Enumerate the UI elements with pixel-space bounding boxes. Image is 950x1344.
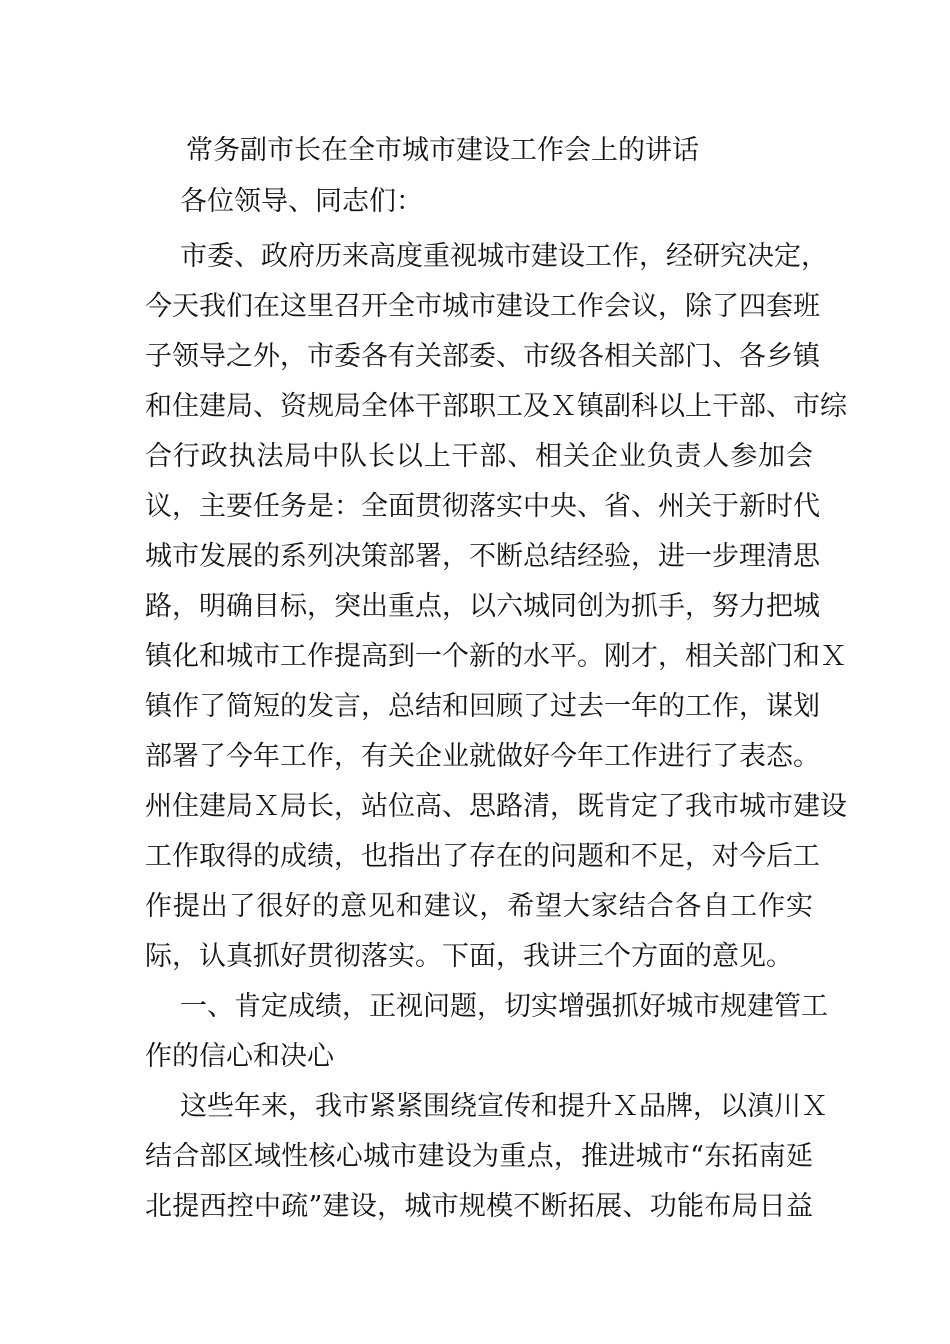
text-line: 镇化和城市工作提高到一个新的水平。刚才，相关部门和Ｘ [145, 641, 847, 672]
text-line: 作提出了很好的意见和建议，希望大家结合各自工作实 [145, 891, 813, 922]
speech-body [145, 232, 847, 1232]
section-heading-line: 作的信心和决心 [145, 1041, 334, 1072]
section-heading-line: 一、肯定成绩，正视问题，切实增强抓好城市规建管工 [180, 991, 828, 1022]
text-line: 工作取得的成绩，也指出了存在的问题和不足，对今后工 [145, 841, 820, 872]
text-line: 议，主要任务是：全面贯彻落实中央、省、州关于新时代 [145, 491, 820, 522]
text-line: 和住建局、资规局全体干部职工及Ｘ镇副科以上干部、市综 [145, 391, 847, 422]
text-line: 子领导之外，市委各有关部委、市级各相关部门、各乡镇 [145, 341, 820, 372]
text-line: 合行政执法局中队长以上干部、相关企业负责人参加会 [145, 441, 813, 472]
text-line: 际，认真抓好贯彻落实。下面，我讲三个方面的意见。 [145, 941, 793, 972]
text-line: 路，明确目标，突出重点，以六城同创为抓手，努力把城 [145, 591, 820, 622]
text-line: 这些年来，我市紧紧围绕宣传和提升Ｘ品牌，以滇川Ｘ [180, 1091, 828, 1122]
text-line: 城市发展的系列决策部署，不断总结经验，进一步理清思 [145, 541, 820, 572]
salutation: 各位领导、同志们： [180, 186, 423, 217]
text-line: 结合部区域性核心城市建设为重点，推进城市“东拓南延 [145, 1141, 813, 1172]
text-line: 市委、政府历来高度重视城市建设工作，经研究决定， [180, 241, 828, 272]
document-title: 常务副市长在全市城市建设工作会上的讲话 [186, 135, 699, 166]
text-line: 部署了今年工作，有关企业就做好今年工作进行了表态。 [145, 741, 820, 772]
text-line: 州住建局Ｘ局长，站位高、思路清，既肯定了我市城市建设 [145, 791, 847, 822]
text-line: 镇作了简短的发言，总结和回顾了过去一年的工作，谋划 [145, 691, 820, 722]
text-line: 今天我们在这里召开全市城市建设工作会议，除了四套班 [145, 291, 820, 322]
text-line: 北提西控中疏”建设，城市规模不断拓展、功能布局日益 [145, 1191, 813, 1222]
